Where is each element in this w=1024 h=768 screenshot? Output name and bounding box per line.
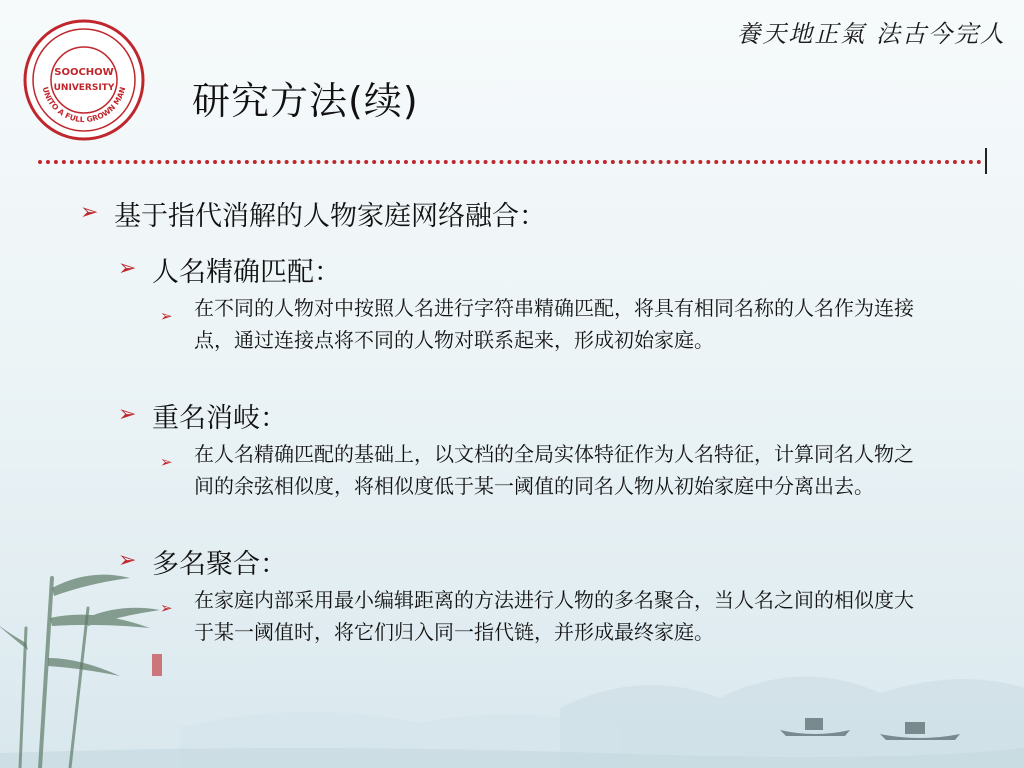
detail-aggregation	[160, 584, 920, 648]
detail-disambiguation	[160, 438, 920, 502]
detail-exact-match	[160, 292, 920, 356]
sub-bullet-heading: 多名聚合：	[152, 549, 287, 580]
arrow-bullet-icon: ➢	[160, 307, 173, 325]
page-title: 研究方法(续)	[192, 79, 419, 123]
sub-bullet-aggregation	[118, 542, 287, 581]
arrow-bullet-icon: ➢	[118, 256, 137, 281]
arrow-bullet-icon: ➢	[160, 599, 173, 617]
svg-text:SOOCHOW: SOOCHOW	[54, 67, 114, 78]
bullet-main-text: 基于指代消解的人物家庭网络融合：	[114, 201, 546, 232]
detail-text: 在人名精确匹配的基础上，以文档的全局实体特征作为人名特征，计算同名人物之间的余弦相似度，将相似度低于某一阈值的同名人物从初始家庭中分离出去。	[194, 442, 914, 498]
sub-bullet-heading: 人名精确匹配：	[152, 257, 341, 288]
svg-text:UNITO A FULL GROWN MAN: UNITO A FULL GROWN MAN	[40, 85, 128, 125]
detail-text: 在家庭内部采用最小编辑距离的方法进行人物的多名聚合，当人名之间的相似度大于某一阈值时，将它们归入同一指代链，并形成最终家庭。	[194, 588, 914, 644]
arrow-bullet-icon: ➢	[160, 453, 173, 471]
arrow-bullet-icon: ➢	[118, 548, 137, 573]
sub-bullet-exact-match	[118, 250, 341, 289]
calligraphy-motto: 養天地正氣 法古今完人	[736, 20, 1006, 48]
sub-bullet-heading: 重名消岐：	[152, 403, 287, 434]
sub-bullet-disambiguation	[118, 396, 287, 435]
bullet-main	[80, 194, 546, 233]
svg-text:UNIVERSITY: UNIVERSITY	[53, 83, 115, 93]
arrow-bullet-icon: ➢	[118, 402, 137, 427]
arrow-bullet-icon: ➢	[80, 200, 99, 225]
detail-text: 在不同的人物对中按照人名进行字符串精确匹配，将具有相同名称的人名作为连接点，通过连接点将不同的人物对联系起来，形成初始家庭。	[194, 296, 914, 352]
